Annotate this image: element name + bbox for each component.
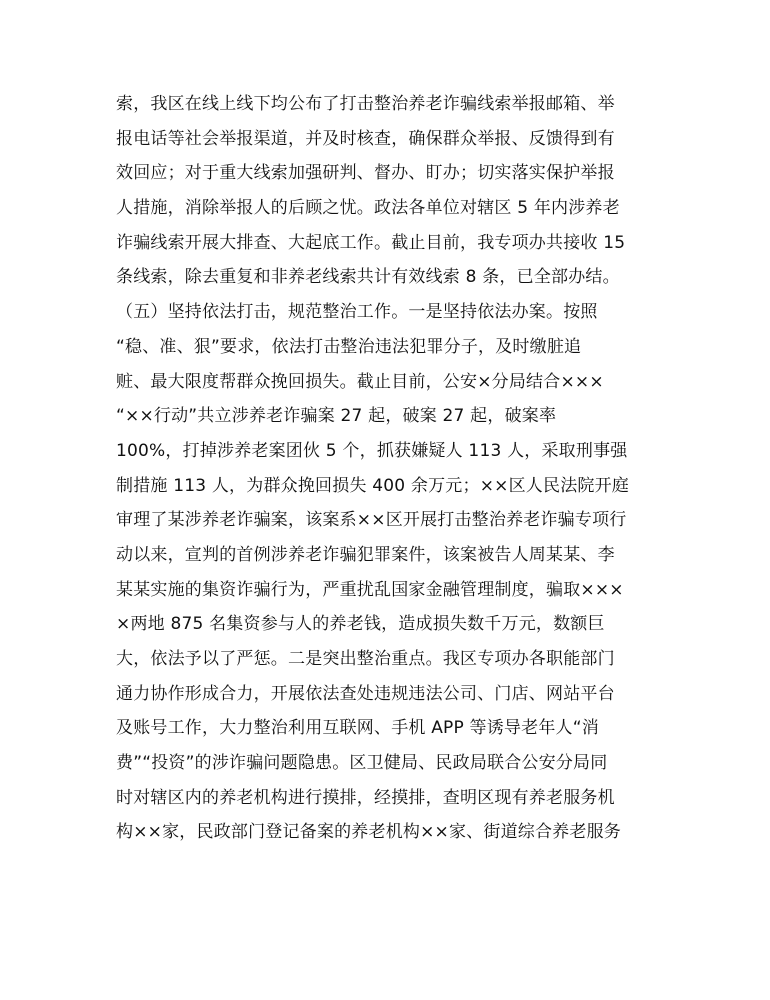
text-line: 费”“投资”的涉诈骗问题隐患。区卫健局、民政局联合公安分局同 xyxy=(116,753,608,774)
text-line: ×两地 875 名集资参与人的养老钱，造成损失数千万元，数额巨 xyxy=(116,614,605,635)
text-line: 大，依法予以了严惩。二是突出整治重点。我区专项办各职能部门 xyxy=(116,649,615,669)
text-line: 赃、最大限度帮群众挽回损失。截止目前，公安×分局结合××× xyxy=(116,371,604,392)
text-line: 报电话等社会举报渠道，并及时核查，确保群众举报、反馈得到有 xyxy=(116,128,615,149)
text-line: 制措施 113 人，为群众挽回损失 400 余万元；××区人民法院开庭 xyxy=(116,475,629,496)
section-heading-line: （五）坚持依法打击，规范整治工作。一是坚持依法办案。按照 xyxy=(116,302,598,323)
text-line: 通力协作形成合力，开展依法查处违规违法公司、门店、网站平台 xyxy=(116,683,615,704)
text-line: 人措施，消除举报人的后顾之忧。政法各单位对辖区 5 年内涉养老 xyxy=(116,198,620,219)
text-line: 时对辖区内的养老机构进行摸排，经摸排，查明区现有养老服务机 xyxy=(116,787,615,808)
body-text xyxy=(116,87,656,850)
text-line: 效回应；对于重大线索加强研判、督办、盯办；切实落实保护举报 xyxy=(116,163,615,184)
text-line: 构××家，民政部门登记备案的养老机构××家、街道综合养老服务 xyxy=(116,822,621,843)
text-line: 及账号工作，大力整治利用互联网、手机 APP 等诱导老年人“消 xyxy=(116,718,599,739)
text-line: “××行动”共立涉养老诈骗案 27 起，破案 27 起，破案率 xyxy=(116,406,557,427)
text-line: 动以来，宣判的首例涉养老诈骗犯罪案件，该案被告人周某某、李 xyxy=(116,544,615,565)
text-line: 条线索，除去重复和非养老线索共计有效线索 8 条，已全部办结。 xyxy=(116,267,620,288)
text-line: 100%，打掉涉养老案团伙 5 个，抓获嫌疑人 113 人，采取刑事强 xyxy=(116,440,628,461)
text-line: 某某实施的集资诈骗行为，严重扰乱国家金融管理制度，骗取××× xyxy=(116,579,624,600)
text-line: 审理了某涉养老诈骗案，该案系××区开展打击整治养老诈骗专项行 xyxy=(116,510,627,531)
text-line: 诈骗线索开展大排查、大起底工作。截止目前，我专项办共接收 15 xyxy=(116,232,626,253)
text-line: 索，我区在线上线下均公布了打击整治养老诈骗线索举报邮箱、举 xyxy=(116,94,615,114)
text-line: “稳、准、狠”要求，依法打击整治违法犯罪分子，及时缴脏追 xyxy=(116,336,582,357)
